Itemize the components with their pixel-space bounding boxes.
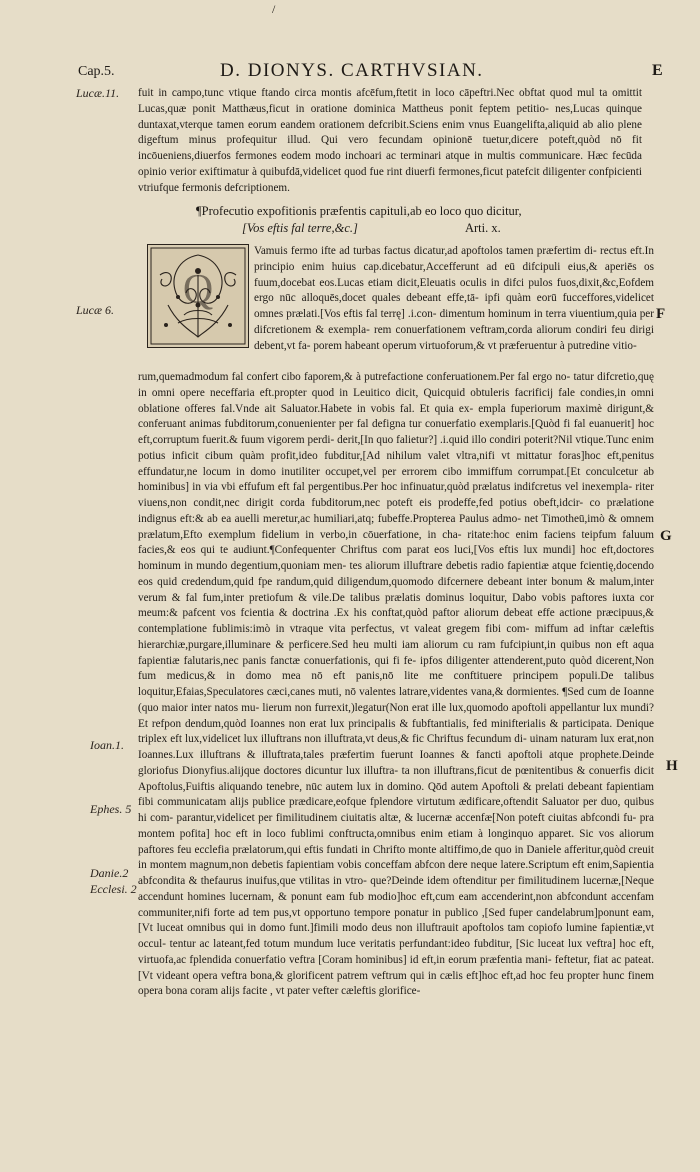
decorated-initial-q [147,244,249,348]
body-main [138,370,654,1150]
body-main-text: rum,quemadmodum fal confert cibo faporem,& à putrefactione conferuationem.Per fal ergo no- tatur difcretio,quę in omni opere neceffaria eft.propter quod in Leuitico dicit, Quicquid obtuleris facrificij fale condies,in omni oblatione offeres fal.Vnde ait Saluator.Habete in vobis fal. Et quia ex- empla fuperiorum maximè dirigunt,& conferuant animas fubditorum,conuenienter per fal defigna tur conuerfatio exemplaris.[Quòd fi fal euanuerit] hoc eft,corruptum fuerit.& fuum vigorem perdi- derit,[In quo falietur?] .i.quid illo condiri poterit?Nil vtique.Tunc enim potius inficit cibum quàm profit,ideo fubditur,[Ad nihilum valet vltra,nifi vt mittatur foras]hoc eft,penitus effundatur,ne locum in domo inutiliter occupet,vel per errorem cibo immiffum corrumpat.[Et conculcetur ab hominibus] in via vbi effufum eft fal pergentibus.Per hoc infinuatur,quòd prælatus indifcretus vel inexempla- riter viuens,non condit,nec dirigit corda fubditorum,nec poteft eis prodeffe,fed potius obeft,idcir- co prælatione indignus eft:& ab ea auelli meretur,ac humiliari,atq; fubeffe.Propterea Paulus admo- net Timotheū,imò & omnem prælatum,Efto exemplum fidelium in verbo,in cōuerfatione, in cha- ritate:hoc enim faciens teipfum faluum facies,& eos qui te audiunt.¶Confequenter Chriftus com parat eos luci,[Vos eftis lux mundi] hoc eft,doctores hominum in mundo degentium,quoniam men- tes aliorum illuftrare debetis radio fapientiæ atque fcientię,docendo eos quid credendum,quid fpe randum,quid diligendum,quomodo difcernere debeant inter bonum & malum,inter verum & fal fum,inter pretiofum & vile.De talibus prælatis dominus loquitur, Dabo vobis paftores iuxta cor meum:& pafcent vos fcientia & doctrina .Ex his conftat,quòd paftor aliorum debeat effe actione præcipuus,& contemplatione fublimis:imò in vtraque vita perfectus, vt valeat gregem fibi com- miffum ad inftar cæleftis hierarchiæ,purgare,illuminare & perficere.Sed heu multi iam aliorum cu ram fufcipiunt,in quibus non eft aqua fapientiæ falutaris,nec panis fanctæ conuerfationis, qui fi fe- ipfos diligenter attenderent,puto quòd dicerent,Non fum medicus,& in domo mea nō eft panis,nō lite me conftituere principem populi.De talibus loquitur,Efaias,Speculatores cæci,canes muti, nō valentes latrare,videntes vana,& dormientes. ¶Sed cum de Ioanne (quo maior inter natos mu- lierum non furrexit,)legatur(Non erat ille lux,quomodo apoftoli appellantur lux mundi?Et refpon dendum,quòd Ioannes non erat lux principalis & fubftantialis, fed minifterialis & participata. Denique triplex eft lux,videlicet lux illuftrans non illuftrata,vt deus,& fic Chriftus fecundum di- uinam naturam lux erat,non Ioannes.Lux illuftrans & illuftrata,tales præfertim fuerunt Ioannes & fancti apoftoli atque prophete.Deinde gloriofus Dionyfius.alijque doctores dicuntur lux illuftra- ta non illuftrans,ficut de pœnitentibus & conuerfis dicit Apoftolus,Fuiftis aliquando tenebre, nūc autem lux in domino. Qōd autem Apoftoli & prelati debeant fapientiam fibi communicatam alijs publice prædicare,eofque fplendore virtutum ædificare,oftendit Saluator per duo, quibus hi com- parantur,videlicet per fimilitudinem ciuitatis altæ, & lucernæ accenfæ[Non poteft ciuitas abfcondi fu- pra montem pofita] hoc eft in loco fublimi conftructa,omnibus enim etiam à longinquo apparet. Sic vos aliorum paftores feu ecclefia prælatorum,qui eftis fundati in Chrifto monte altiffimo,de quo in Daniele afferitur,quòd creuit in montem magnum,non debetis fapientiam vobis conceffam abfcon dere neque latere.Scriptum eft enim,Sapientia abfcondita & thefaurus inuifus,que vtilitas in vtro- que?Deinde idem oftenditur per fimilitudinem lucernæ,[Neque accendunt homines lucernam, & ponunt eam fub modio]hoc eft,cum eam accenderint,non abfcondunt accenfam communiter,nifi forte ad tem pus,vt opportuno tempore ponatur in publico ,[Sed fuper candelabrum]ponunt eam,[Vt luceat omnibus qui in domo funt.]fimili modo deus non illuftrauit apoftolos tam copiofo lumine fapientiæ,vt occul- tentur ac lateant,fed totum mundum luce veritatis perfundant:ideo fubditur, [Sic luceat lux veftra] hoc eft, virtuofa,ac fplendida conuerfatio veftra [Coram hominibus] id eft,in eorum præfentia mani- feftetur, fiat ac pateat.[Vt videant opera veftra bona,& glorificent patrem veftrum qui in cælis eft]hoc eft,ad hoc feu propter hunc finem opera bona coram alijs facite , vt pater vefter cæleftis glorifice- [138,371,654,998]
page-title: D. DIONYS. CARTHVSIAN. [220,60,484,81]
section-heading-ref [242,221,501,236]
margin-note-lucae11: Lucæ.11. [76,86,120,100]
margin-note-lucae6: Lucæ 6. [76,303,115,317]
heading-verse: [Vos eftis fal terre,&c.] [242,221,358,235]
section-heading: ¶Profecutio expofitionis præfentis capituli,ab eo loco quo dicitur, [196,204,522,218]
initial-ornament [148,245,248,347]
chapter-label: Cap.5. [78,64,115,79]
section-letter-g: G [660,528,672,544]
running-header [0,60,700,84]
body-indented-text: Vamuis fermo ifte ad turbas factus dicatur,ad apoftolos tamen præfertim di- rectus eft.In principio enim huius cap.dicebatur,Accefferunt ad eū difcipuli eius,& aperiēs os fuum,docebat eos.Lucas etiam dicit,Eleuatis oculis in difci pulos fuos,dixit,&c,Eofdem ergo nūc alloquēs,docet quales debeant effe,tā- ipfi quàm eorū fucceffores,videlicet omnes prælati.[Vos eftis fal terrę] .i.con- dimentum hominum in terra viuentium,quia per difcretionem & exempla- rem conuerfationem veftram,corda aliorum condiri feu dirigi debent,vt fa- porem habeant operum virtuoforum,& vt præferuentur à putredine vitio- [254,245,654,352]
margin-note-ephes5: Ephes. 5 [90,802,132,816]
margin-note-daniel2: Danie.2 [90,866,129,880]
section-letter-h: H [666,758,678,774]
margin-note-eccles2: Ecclesi. 2 [90,882,137,896]
margin-note-ioan1: Ioan.1. [90,738,124,752]
section-letter-e: E [652,62,663,79]
body-indented [254,244,654,354]
initial-letter: Q [182,267,214,313]
article-number: Arti. x. [464,221,501,235]
intro-text: fuit in campo,tunc vtique ftando circa montis afcēfum,ftetit in loco cāpeftri.Nec obftat quod mul ta omittit Lucas,quæ ponit Matthæus,ficut in oratione dominica Mattheus ponit feptem petitio- nes,Lucas quinque duntaxat,vterque tamen eorum eandem orationem defcribit.Sciens enim vnus Euangelifta,aliquid ab alio plene digeftum minus profequitur illud. Qui vero fecundam opinionē tuetur,dicere poteft,quòd nō fit incōueniens,diuerfos fermones eodem modo inchoari ac terminari atque in multis communicare. Hæc fecūda opinio verior exiftimatur à quibufdā,videlicet quod fue rint diuerfi fermones,ficut patefcit diligenter confpicienti vtriufque fermonis defcriptionem. [138,87,642,194]
top-mark: / [272,2,276,16]
intro-paragraph [138,86,642,196]
section-letter-f: F [656,306,666,322]
